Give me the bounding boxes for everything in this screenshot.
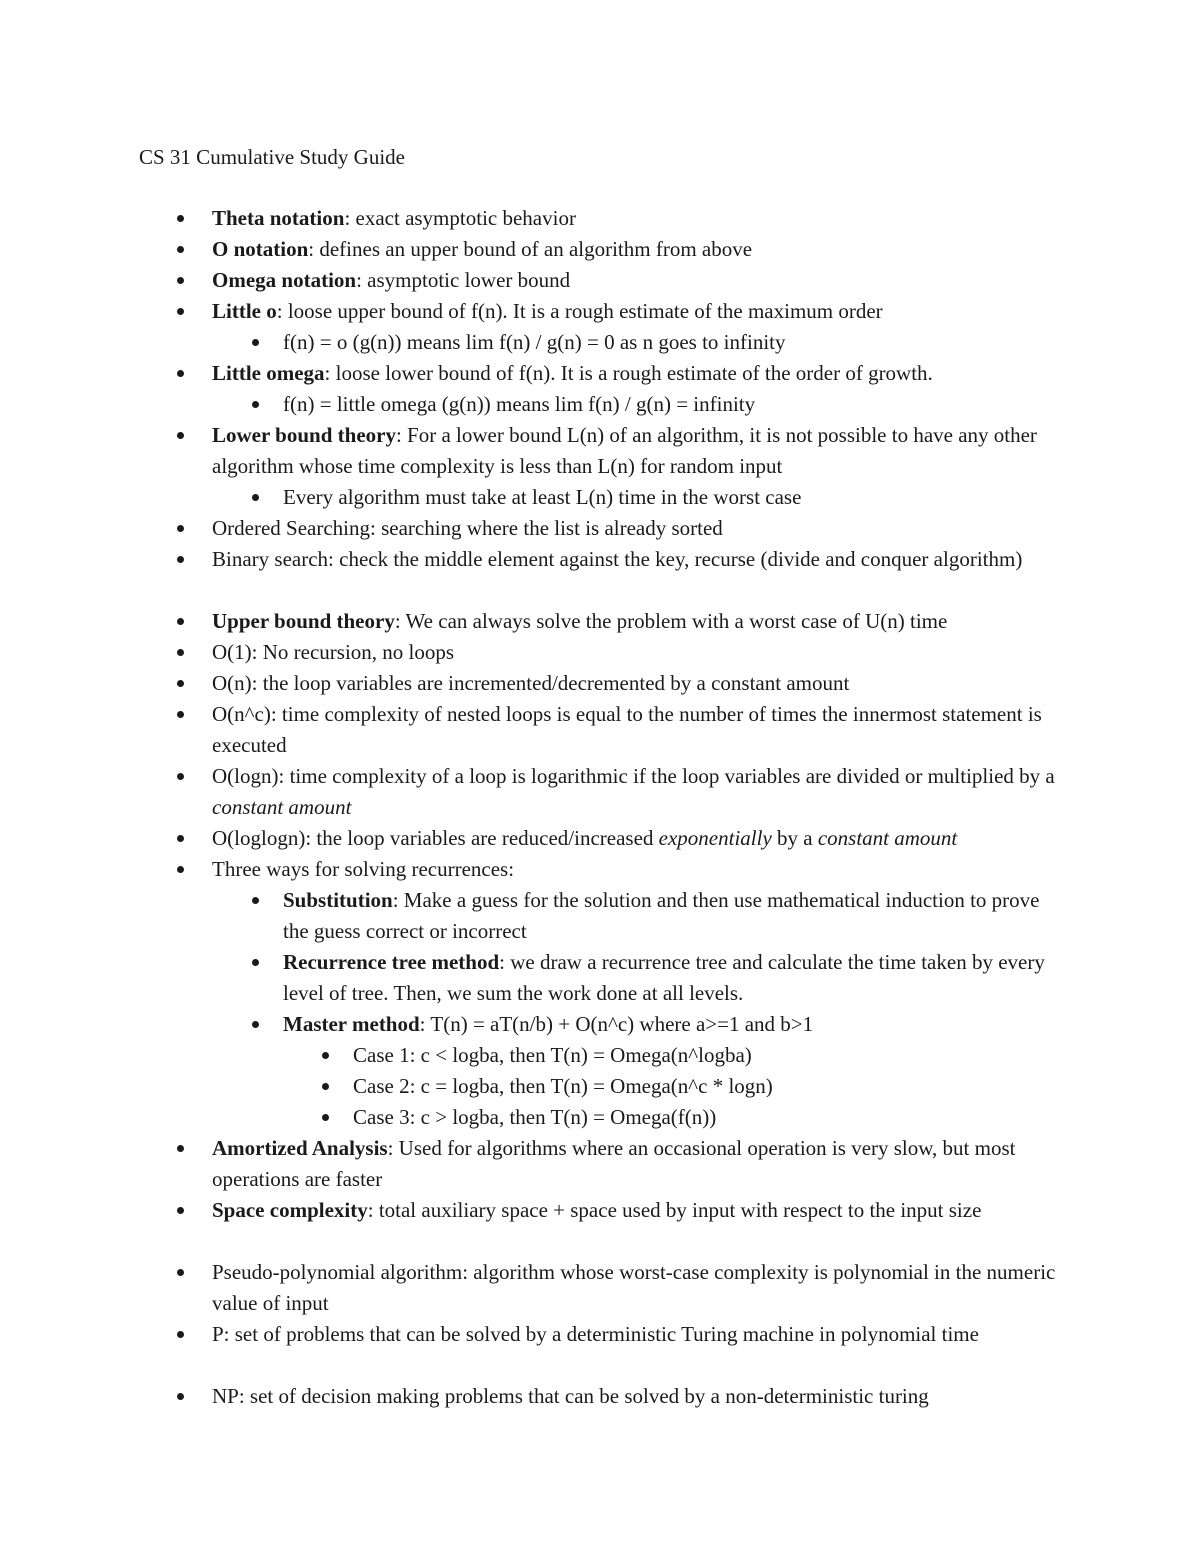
definition: Case 1: c < logba, then T(n) = Omega(n^logba) — [353, 1043, 752, 1067]
list-item — [212, 544, 1062, 575]
definition: : T(n) = aT(n/b) + O(n^c) where a>=1 and b>1 — [419, 1012, 814, 1036]
list-item — [212, 668, 1062, 699]
definition: : asymptotic lower bound — [356, 268, 571, 292]
list-item — [212, 265, 1062, 296]
term: Lower bound theory — [212, 423, 396, 447]
term: Theta notation — [212, 206, 345, 230]
list-item — [212, 420, 1062, 482]
sub-list-item — [283, 885, 1063, 947]
emphasis: constant amount — [212, 795, 352, 819]
definition: O(n^c): time complexity of nested loops is equal to the number of times the innermost statement is executed — [212, 702, 1042, 757]
list-item — [212, 1133, 1062, 1195]
definition: : defines an upper bound of an algorithm from above — [308, 237, 753, 261]
term: Substitution — [283, 888, 393, 912]
sub-sub-list-item — [353, 1071, 1063, 1102]
term: Little omega — [212, 361, 325, 385]
definition: : loose upper bound of f(n). It is a rough estimate of the maximum order — [276, 299, 883, 323]
list-item — [212, 699, 1062, 761]
definition: : We can always solve the problem with a worst case of U(n) time — [394, 609, 948, 633]
list-item — [212, 1257, 1062, 1319]
definition: : Make a guess for the solution and then use mathematical induction to prove the guess correct or incorrect — [283, 888, 1040, 943]
term: Recurrence tree method — [283, 950, 500, 974]
list-item — [212, 203, 1062, 234]
list-item — [212, 296, 1062, 327]
list-item — [212, 513, 1062, 544]
definition: O(1): No recursion, no loops — [212, 640, 455, 664]
emphasis: exponentially — [658, 826, 772, 850]
definition: Ordered Searching: searching where the list is already sorted — [212, 516, 723, 540]
sub-list-item — [283, 327, 1063, 358]
term: Upper bound theory — [212, 609, 395, 633]
list-item — [212, 234, 1062, 265]
definition: Every algorithm must take at least L(n) time in the worst case — [283, 485, 802, 509]
definition: : we draw a recurrence tree and calculate the time taken by every level of tree. Then, we sum the work done at all levels. — [283, 950, 1045, 1005]
list-item — [212, 606, 1062, 637]
list-item — [212, 854, 1062, 885]
definition: P: set of problems that can be solved by a deterministic Turing machine in polynomial time — [212, 1322, 979, 1346]
definition: : loose lower bound of f(n). It is a rough estimate of the order of growth. — [324, 361, 933, 385]
definition: Case 2: c = logba, then T(n) = Omega(n^c * logn) — [353, 1074, 773, 1098]
term: Omega notation — [212, 268, 357, 292]
list-item — [212, 1195, 1062, 1226]
list-item — [212, 637, 1062, 668]
definition: : exact asymptotic behavior — [344, 206, 576, 230]
list-item — [212, 1319, 1062, 1350]
sub-list-item — [283, 389, 1063, 420]
definition: O(loglogn): the loop variables are reduced/increased — [212, 826, 659, 850]
term: Amortized Analysis — [212, 1136, 388, 1160]
list-item — [212, 823, 1062, 854]
term: Space complexity — [212, 1198, 368, 1222]
term: O notation — [212, 237, 309, 261]
sub-sub-list-item — [353, 1040, 1063, 1071]
definition: Pseudo-polynomial algorithm: algorithm whose worst-case complexity is polynomial in the numeric value of input — [212, 1260, 1056, 1315]
sub-list-item — [283, 482, 1063, 513]
sub-list-item — [283, 947, 1063, 1009]
definition: f(n) = o (g(n)) means lim f(n) / g(n) = 0 as n goes to infinity — [283, 330, 786, 354]
definition: : total auxiliary space + space used by input with respect to the input size — [367, 1198, 982, 1222]
term: Little o — [212, 299, 277, 323]
emphasis: constant amount — [817, 826, 958, 850]
definition-mid: by a — [771, 826, 818, 850]
term: Master method — [283, 1012, 420, 1036]
definition: Case 3: c > logba, then T(n) = Omega(f(n)) — [353, 1105, 717, 1129]
list-item — [212, 761, 1062, 823]
definition: O(logn): time complexity of a loop is logarithmic if the loop variables are divided or multiplied by a — [212, 764, 1055, 788]
sub-list-item — [283, 1009, 1063, 1040]
definition: Binary search: check the middle element against the key, recurse (divide and conquer algorithm) — [212, 547, 1023, 571]
page-title: CS 31 Cumulative Study Guide — [139, 145, 406, 169]
definition: Three ways for solving recurrences: — [212, 857, 515, 881]
list-item — [212, 358, 1062, 389]
definition: f(n) = little omega (g(n)) means lim f(n) / g(n) = infinity — [283, 392, 756, 416]
definition: O(n): the loop variables are incremented/decremented by a constant amount — [212, 671, 850, 695]
list-item — [212, 1381, 1062, 1412]
definition: : For a lower bound L(n) of an algorithm, it is not possible to have any other algorithm whose time complexity is less than L(n) for random input — [212, 423, 1037, 478]
sub-sub-list-item — [353, 1102, 1063, 1133]
definition: NP: set of decision making problems that can be solved by a non-deterministic turing — [212, 1384, 929, 1408]
definition: : Used for algorithms where an occasional operation is very slow, but most operations are faster — [212, 1136, 1016, 1191]
